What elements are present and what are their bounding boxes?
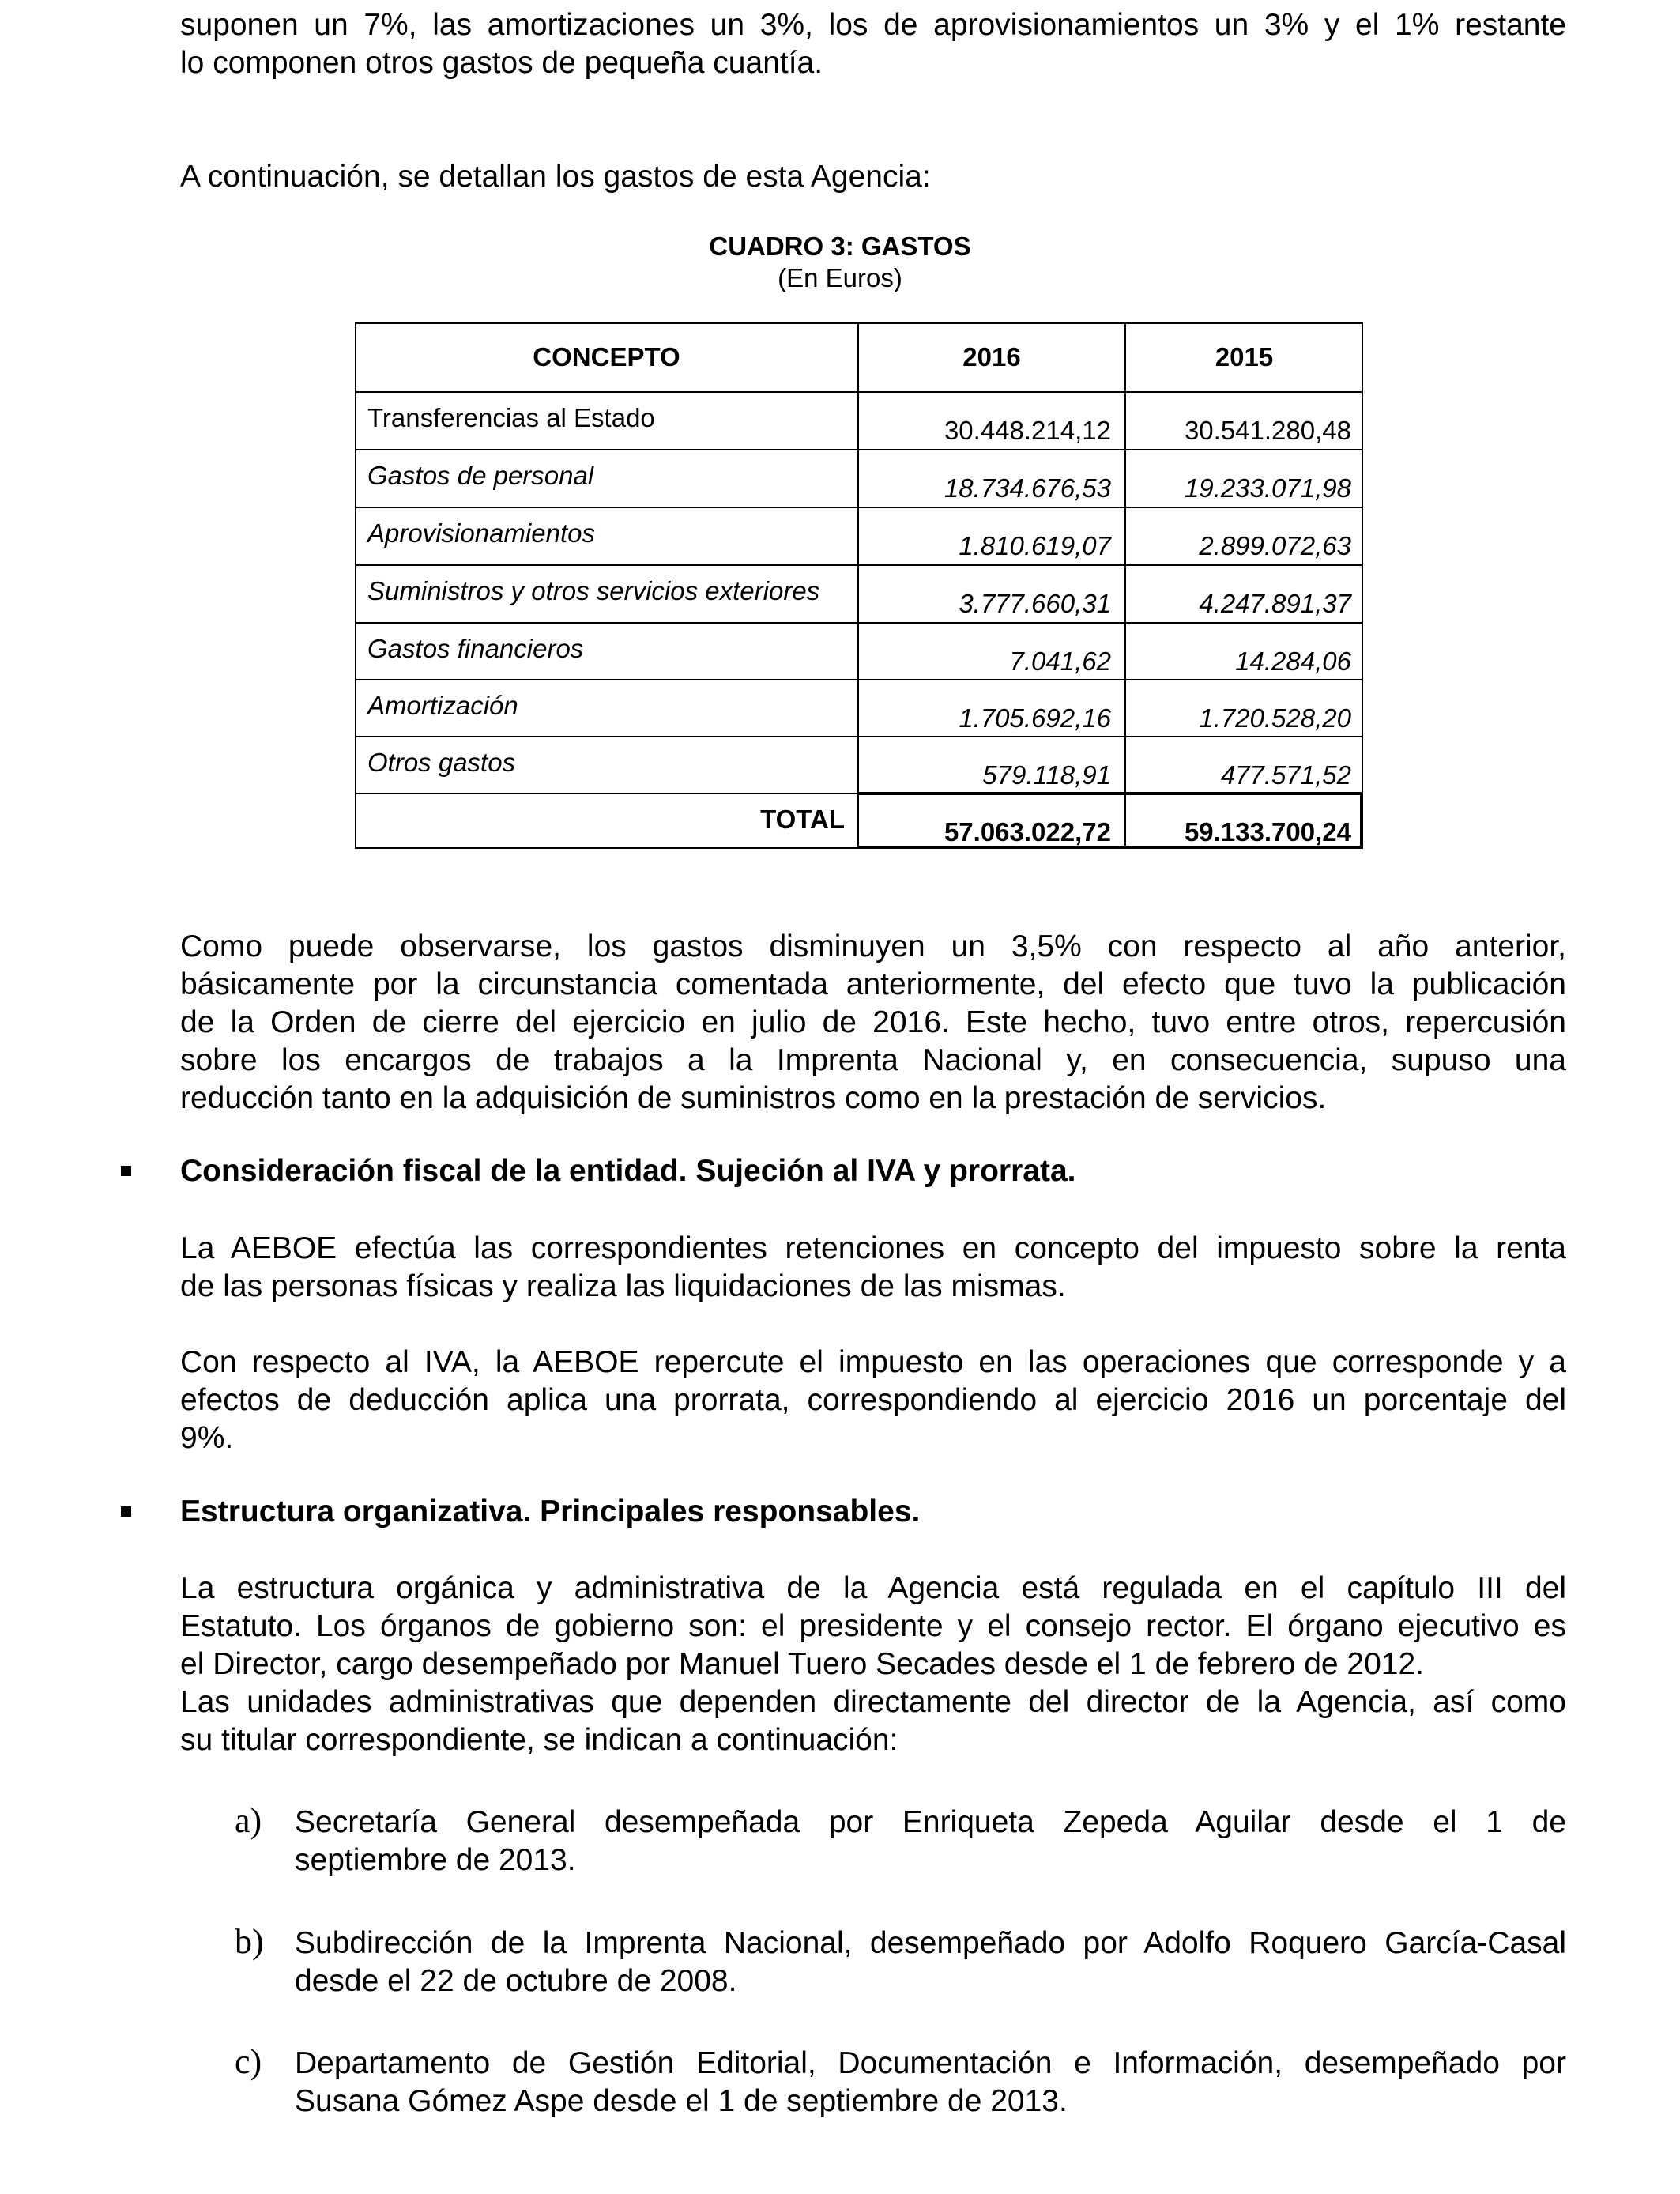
org-line: Las unidades administrativas que dependen directamente del director de la Agencia, así como <box>180 1685 1566 1719</box>
table-row-2016: 30.448.214,12 <box>944 416 1111 445</box>
fiscal-line: efectos de deducción aplica una prorrata, correspondiendo al ejercicio 2016 un porcentaje del <box>180 1383 1566 1417</box>
table-row-concept: Gastos de personal <box>367 461 594 490</box>
table-row-concept: Gastos financieros <box>367 634 584 663</box>
header-2016: 2016 <box>962 342 1021 371</box>
org-line: Estatuto. Los órganos de gobierno son: el presidente y el consejo rector. El órgano ejecutivo es <box>180 1609 1566 1643</box>
analysis-paragraph <box>180 928 1566 1118</box>
intro-line-2: lo componen otros gastos de pequeña cuantía. <box>180 46 823 80</box>
table-row-concept: Otros gastos <box>367 748 516 777</box>
list-item-line: Susana Gómez Aspe desde el 1 de septiembre de 2013. <box>295 2084 1068 2118</box>
table-row-concept: Amortización <box>367 691 518 720</box>
table-row-2016: 18.734.676,53 <box>944 473 1111 503</box>
fiscal-line: Con respecto al IVA, la AEBOE repercute el impuesto en las operaciones que corresponde y a <box>180 1345 1566 1379</box>
table-row-2016: 1.705.692,16 <box>959 703 1111 733</box>
list-item-line: Subdirección de la Imprenta Nacional, desempeñado por Adolfo Roquero García-Casal <box>295 1926 1566 1960</box>
table-row-2015: 4.247.891,37 <box>1199 589 1351 618</box>
table-row-concept: Aprovisionamientos <box>367 518 595 548</box>
list-item-line: septiembre de 2013. <box>295 1843 576 1877</box>
total-2015: 59.133.700,24 <box>1184 817 1351 846</box>
list-item-marker: a) <box>235 1801 262 1840</box>
table-row-2016: 579.118,91 <box>982 760 1111 790</box>
list-item-marker: b) <box>235 1922 264 1961</box>
list-item <box>295 1804 1566 1879</box>
table-row-2015: 2.899.072,63 <box>1199 531 1351 560</box>
table-row-2015: 1.720.528,20 <box>1199 703 1351 733</box>
section-heading-fiscal: Consideración fiscal de la entidad. Sujeción al IVA y prorrata. <box>180 1154 1076 1188</box>
list-item <box>295 2045 1566 2120</box>
org-line: su titular correspondiente, se indican a continuación: <box>180 1723 898 1757</box>
org-line: el Director, cargo desempeñado por Manuel Tuero Secades desde el 1 de febrero de 2012. <box>180 1647 1425 1681</box>
table-row-2016: 1.810.619,07 <box>959 531 1111 560</box>
table-title: CUADRO 3: GASTOS <box>709 232 971 261</box>
table-row-2016: 3.777.660,31 <box>959 589 1111 618</box>
table-row-2015: 477.571,52 <box>1220 760 1351 790</box>
analysis-line: reducción tanto en la adquisición de suministros como en la prestación de servicios. <box>180 1081 1327 1115</box>
section-heading-org: Estructura organizativa. Principales responsables. <box>180 1495 921 1529</box>
bullet-icon <box>121 1506 131 1517</box>
list-item-line: desde el 22 de octubre de 2008. <box>295 1964 737 1998</box>
total-label: TOTAL <box>760 805 845 834</box>
expenses-table <box>355 322 1363 849</box>
intro-paragraph <box>180 6 1566 82</box>
analysis-line: sobre los encargos de trabajos a la Imprenta Nacional y, en consecuencia, supuso una <box>180 1043 1566 1077</box>
lead-sentence: A continuación, se detallan los gastos de esta Agencia: <box>180 160 931 194</box>
fiscal-line: de las personas físicas y realiza las liquidaciones de las mismas. <box>180 1269 1066 1303</box>
org-line: La estructura orgánica y administrativa de la Agencia está regulada en el capítulo III del <box>180 1571 1566 1605</box>
table-row-concept: Transferencias al Estado <box>367 403 655 432</box>
list-item-line: Departamento de Gestión Editorial, Documentación e Información, desempeñado por <box>295 2046 1566 2080</box>
fiscal-paragraph-2 <box>180 1344 1566 1457</box>
table-subtitle: (En Euros) <box>778 263 902 292</box>
list-item <box>295 1924 1566 2000</box>
analysis-line: de la Orden de cierre del ejercicio en julio de 2016. Este hecho, tuvo entre otros, repercusión <box>180 1005 1566 1039</box>
fiscal-line: 9%. <box>180 1421 234 1455</box>
total-2016: 57.063.022,72 <box>944 817 1111 846</box>
header-concept: CONCEPTO <box>533 342 680 371</box>
bullet-icon <box>121 1166 131 1176</box>
list-item-line: Secretaría General desempeñada por Enriqueta Zepeda Aguilar desde el 1 de <box>295 1805 1566 1839</box>
intro-line-1: suponen un 7%, las amortizaciones un 3%, los de aprovisionamientos un 3% y el 1% restante <box>180 8 1566 42</box>
fiscal-paragraph-1 <box>180 1230 1566 1306</box>
header-2015: 2015 <box>1215 342 1274 371</box>
table-row-2016: 7.041,62 <box>1009 647 1111 676</box>
fiscal-line: La AEBOE efectúa las correspondientes retenciones en concepto del impuesto sobre la renta <box>180 1231 1566 1265</box>
analysis-line: básicamente por la circunstancia comentada anteriormente, del efecto que tuvo la publicación <box>180 967 1566 1001</box>
table-row-2015: 30.541.280,48 <box>1184 416 1351 445</box>
table-row-2015: 19.233.071,98 <box>1184 473 1351 503</box>
analysis-line: Como puede observarse, los gastos disminuyen un 3,5% con respecto al año anterior, <box>180 929 1566 963</box>
org-paragraph <box>180 1570 1566 1759</box>
list-item-marker: c) <box>235 2042 262 2081</box>
table-row-2015: 14.284,06 <box>1235 647 1351 676</box>
table-row-concept: Suministros y otros servicios exteriores <box>367 576 820 605</box>
